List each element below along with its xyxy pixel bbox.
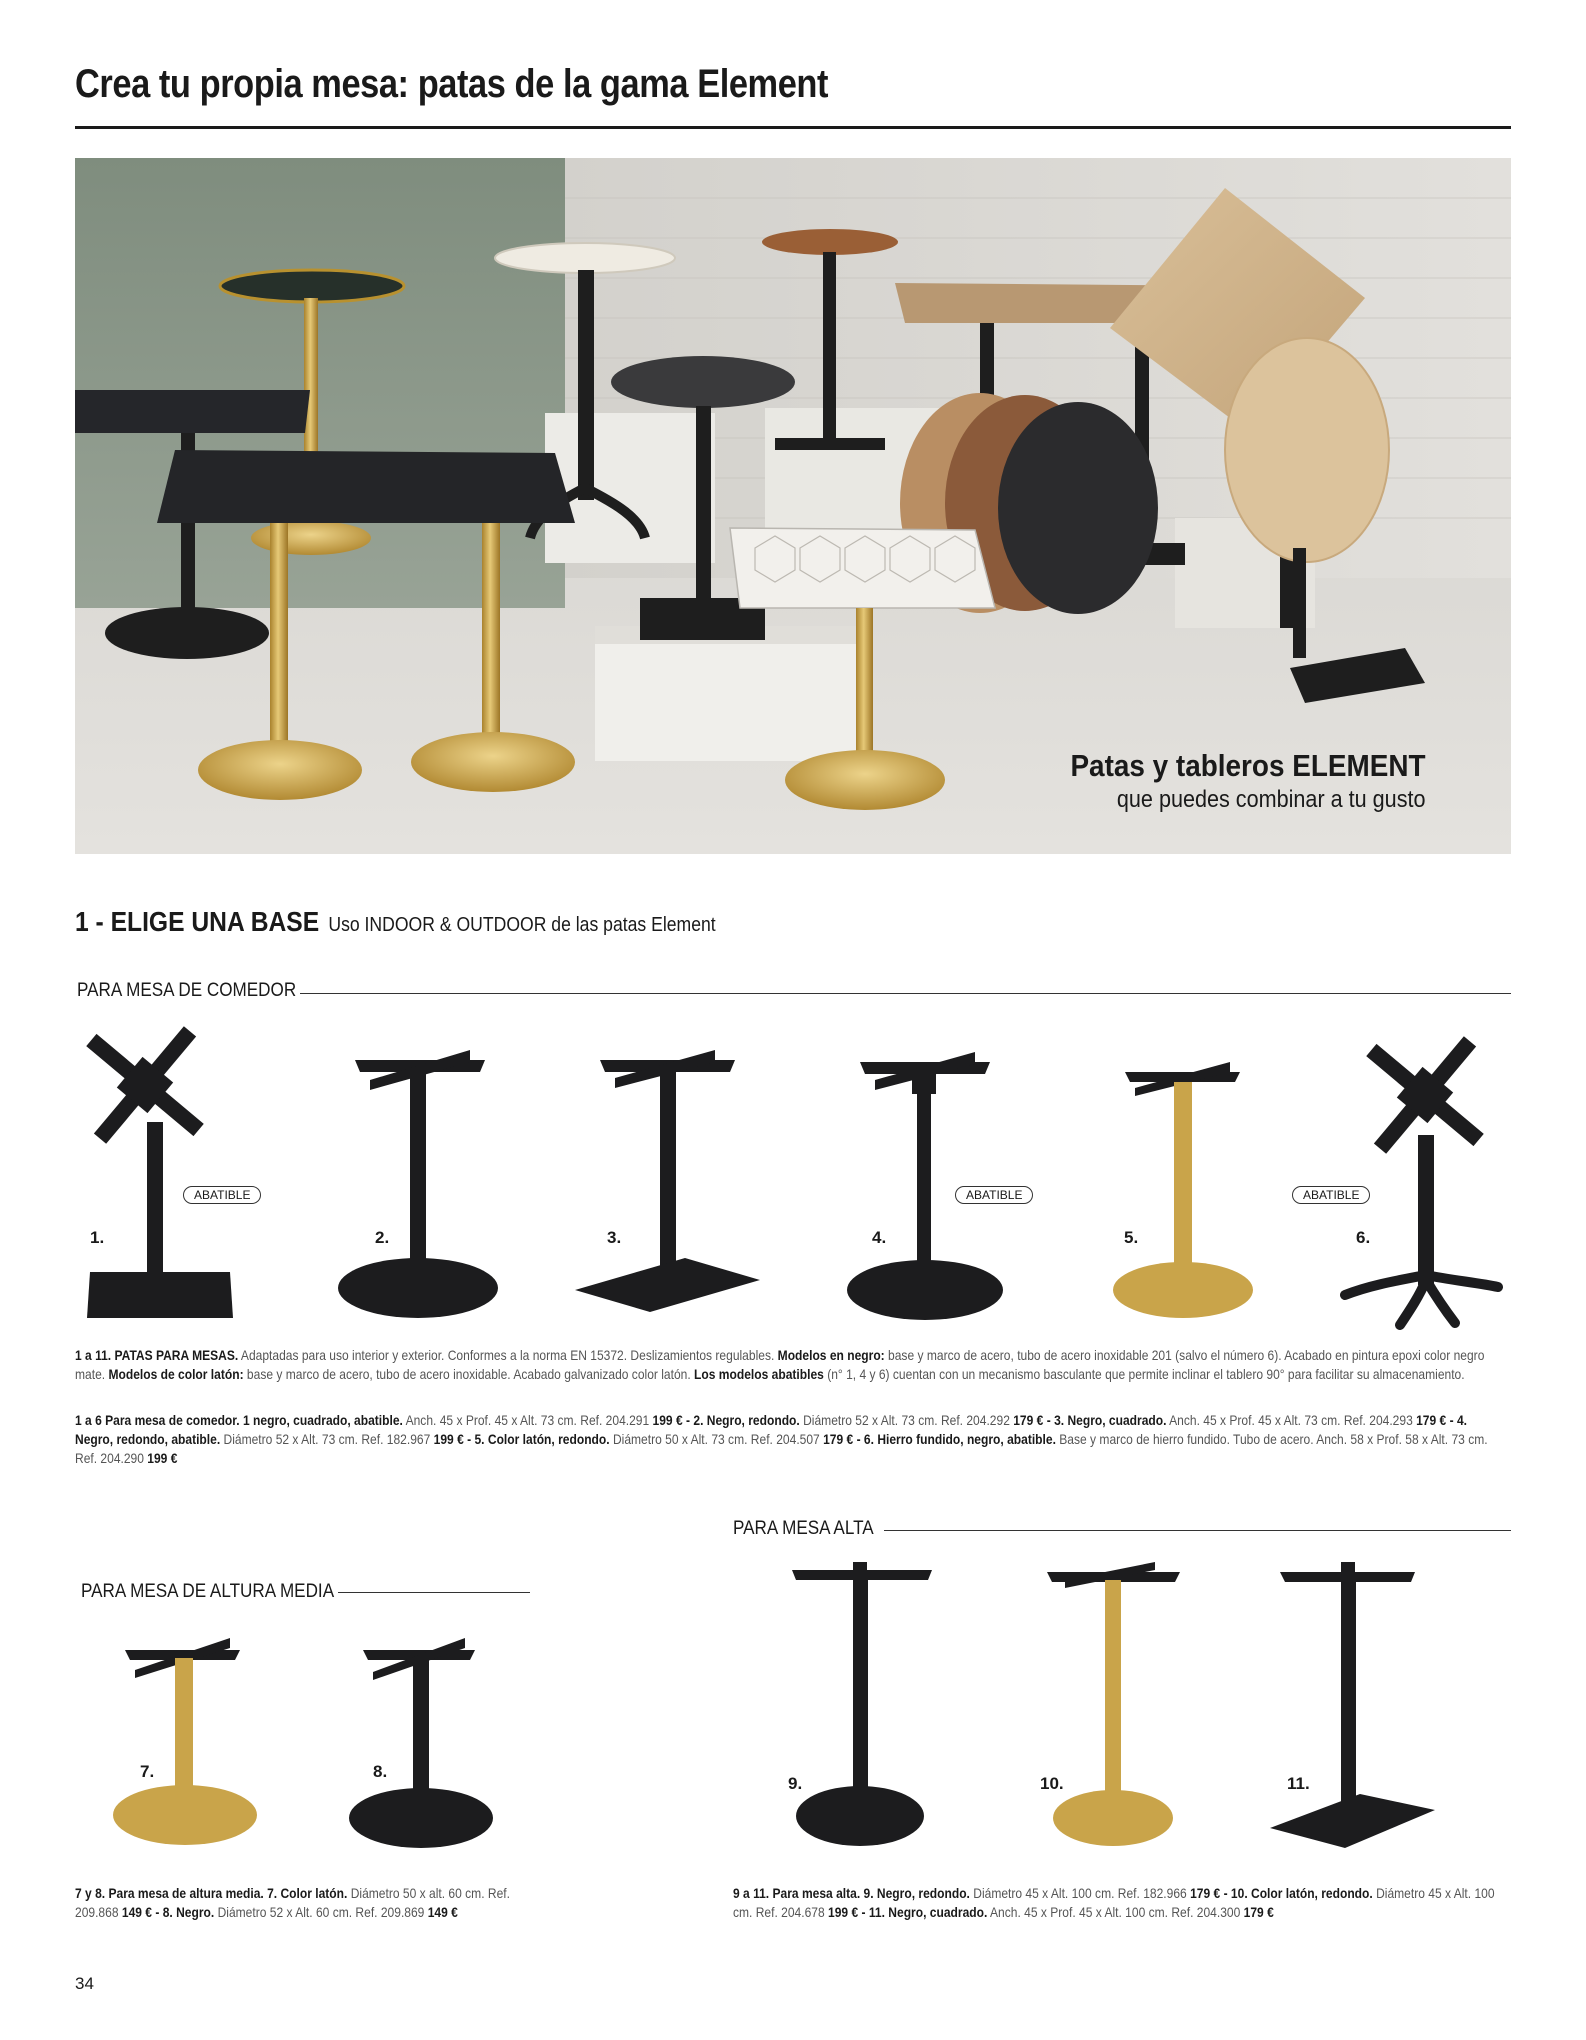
description-high — [733, 1884, 1512, 1922]
p4-run: 179 € — [1243, 1904, 1274, 1920]
p4-run: Diámetro 45 x Alt. 100 cm. Ref. 182.966 — [969, 1885, 1191, 1901]
p2-run: Anch. 45 x Prof. 45 x Alt. 73 cm. Ref. 204.293 — [1166, 1412, 1417, 1428]
p1-run: base y marco de acero, tubo de acero inoxidable 201 (salvo el número 6). Acabado en pintura epoxi color negro mate. — [75, 1347, 1485, 1382]
p4-run: - 11. Negro, cuadrado. — [858, 1904, 988, 1920]
table-base-3-image — [565, 1050, 765, 1330]
product-9[interactable] — [780, 1558, 940, 1870]
step-subtitle: Uso INDOOR & OUTDOOR de las patas Element — [328, 914, 716, 936]
p2-run: Anch. 45 x Prof. 45 x Alt. 73 cm. Ref. 204.291 — [402, 1412, 653, 1428]
p2-run: - 3. Negro, cuadrado. — [1043, 1412, 1167, 1428]
product-7[interactable] — [105, 1630, 265, 1870]
product-number: 2. — [375, 1228, 390, 1247]
p2-run: Diámetro 52 x Alt. 73 cm. Ref. 204.292 — [799, 1412, 1014, 1428]
p3-run: 7. Color latón. — [263, 1885, 348, 1901]
p2-run: 199 € — [433, 1431, 464, 1447]
step-heading — [75, 906, 716, 938]
section-medium-rule — [338, 1592, 530, 1593]
p1-run: Adaptadas para uso interior y exterior. Conformes a la norma EN 15372. Deslizamientos regulables. — [238, 1347, 778, 1363]
p3-run: Diámetro 52 x Alt. 60 cm. Ref. 209.869 — [214, 1904, 428, 1920]
section-dining-rule — [300, 993, 1511, 994]
p4-run: 179 € — [1190, 1885, 1221, 1901]
product-number: 7. — [140, 1762, 155, 1781]
p2-run: 179 € — [1013, 1412, 1044, 1428]
hero-photo — [75, 158, 1511, 854]
p4-run: 199 € — [828, 1904, 859, 1920]
table-base-2-image — [330, 1050, 510, 1330]
p1-run: (n° 1, 4 y 6) cuentan con un mecanismo basculante que permite inclinar el tablero 90° para facilitar su almacenamiento. — [823, 1366, 1465, 1382]
p2-run: - 4. Negro, redondo, abatible. — [75, 1412, 1468, 1447]
product-8[interactable] — [335, 1630, 495, 1870]
description-patas — [75, 1346, 1507, 1384]
product-5[interactable] — [1110, 1060, 1270, 1330]
description-p4 — [733, 1885, 1495, 1920]
p1-run: base y marco de acero, tubo de acero inoxidable. Acabado galvanizado color latón. — [243, 1366, 695, 1382]
p3-run: 149 € — [121, 1904, 153, 1920]
product-number: 3. — [607, 1228, 622, 1247]
description-dining — [75, 1411, 1507, 1468]
p2-run: 179 € — [1416, 1412, 1447, 1428]
p1-run: Los modelos abatibles — [694, 1366, 824, 1382]
section-dining-title: PARA MESA DE COMEDOR — [77, 980, 297, 1001]
product-11[interactable] — [1265, 1558, 1445, 1870]
title-divider — [75, 126, 1511, 129]
table-base-10-image — [1025, 1558, 1185, 1870]
p1-run: Modelos en negro: — [777, 1347, 885, 1363]
p4-run: 9 a 11. Para mesa alta. — [733, 1885, 861, 1901]
product-1[interactable] — [75, 1010, 275, 1330]
product-number: 9. — [788, 1774, 803, 1793]
p2-run: 199 € — [147, 1450, 178, 1466]
badge-abatible-1: ABATIBLE — [183, 1186, 261, 1204]
p2-run: 1 a 6 Para mesa de comedor. — [75, 1412, 240, 1428]
p1-run: Modelos de color latón: — [108, 1366, 244, 1382]
p2-run: 179 € — [823, 1431, 854, 1447]
p2-run: 199 € — [652, 1412, 683, 1428]
product-number: 8. — [373, 1762, 388, 1781]
p2-run: Diámetro 50 x Alt. 73 cm. Ref. 204.507 — [609, 1431, 824, 1447]
p2-run: Diámetro 52 x Alt. 73 cm. Ref. 182.967 — [220, 1431, 434, 1447]
product-number: 4. — [872, 1228, 887, 1247]
p4-run: Diámetro 45 x Alt. 100 cm. Ref. 204.678 — [733, 1885, 1495, 1920]
description-medium — [75, 1884, 535, 1922]
table-base-1-image — [75, 1010, 275, 1330]
section-high-title: PARA MESA ALTA — [733, 1518, 874, 1539]
p2-run: - 2. Negro, redondo. — [682, 1412, 800, 1428]
description-p1 — [75, 1347, 1484, 1382]
section-medium-title: PARA MESA DE ALTURA MEDIA — [81, 1581, 335, 1602]
badge-abatible-6: ABATIBLE — [1292, 1186, 1370, 1204]
p2-run: 1 negro, cuadrado, abatible. — [239, 1412, 403, 1428]
hero-caption — [1031, 748, 1426, 814]
product-number: 1. — [90, 1228, 105, 1247]
product-number: 11. — [1287, 1774, 1310, 1793]
hero-caption-subtitle: que puedes combinar a tu gusto — [1117, 786, 1426, 813]
hero-caption-title: Patas y tableros ELEMENT — [1070, 748, 1426, 783]
p3-run: 149 € — [427, 1904, 458, 1920]
p4-run: Anch. 45 x Prof. 45 x Alt. 100 cm. Ref. 204.300 — [987, 1904, 1244, 1920]
p1-run: 1 a 11. PATAS PARA MESAS. — [75, 1347, 239, 1363]
step-title: 1 - ELIGE UNA BASE — [75, 906, 320, 937]
p2-run: Base y marco de hierro fundido. Tubo de acero. Anch. 58 x Prof. 58 x Alt. 73 cm. Ref. 204.290 — [75, 1431, 1488, 1466]
product-6[interactable] — [1330, 1025, 1510, 1330]
table-base-7-image — [105, 1630, 265, 1870]
p4-run: - 10. Color latón, redondo. — [1220, 1885, 1373, 1901]
p2-run: - 6. Hierro fundido, negro, abatible. — [853, 1431, 1056, 1447]
p2-run: - 5. Color latón, redondo. — [463, 1431, 610, 1447]
p3-run: - 8. Negro. — [152, 1904, 215, 1920]
product-2[interactable] — [330, 1050, 510, 1330]
product-number: 6. — [1356, 1228, 1371, 1247]
table-base-5-image — [1110, 1060, 1270, 1330]
section-high-rule — [884, 1530, 1511, 1531]
page-title: Crea tu propia mesa: patas de la gama Element — [75, 62, 829, 106]
product-number: 5. — [1124, 1228, 1139, 1247]
badge-abatible-4: ABATIBLE — [955, 1186, 1033, 1204]
description-p3 — [75, 1885, 510, 1920]
product-3[interactable] — [565, 1050, 765, 1330]
product-10[interactable] — [1025, 1558, 1185, 1870]
table-base-8-image — [335, 1630, 495, 1870]
table-base-11-image — [1265, 1558, 1445, 1870]
table-base-9-image — [780, 1558, 940, 1870]
p3-run: 7 y 8. Para mesa de altura media. — [75, 1885, 264, 1901]
page-number: 34 — [75, 1974, 94, 1993]
p4-run: 9. Negro, redondo. — [860, 1885, 970, 1901]
description-p2 — [75, 1412, 1488, 1466]
p3-run: Diámetro 50 x alt. 60 cm. Ref. 209.868 — [75, 1885, 510, 1920]
table-base-6-image — [1330, 1025, 1510, 1330]
product-number: 10. — [1040, 1774, 1064, 1793]
